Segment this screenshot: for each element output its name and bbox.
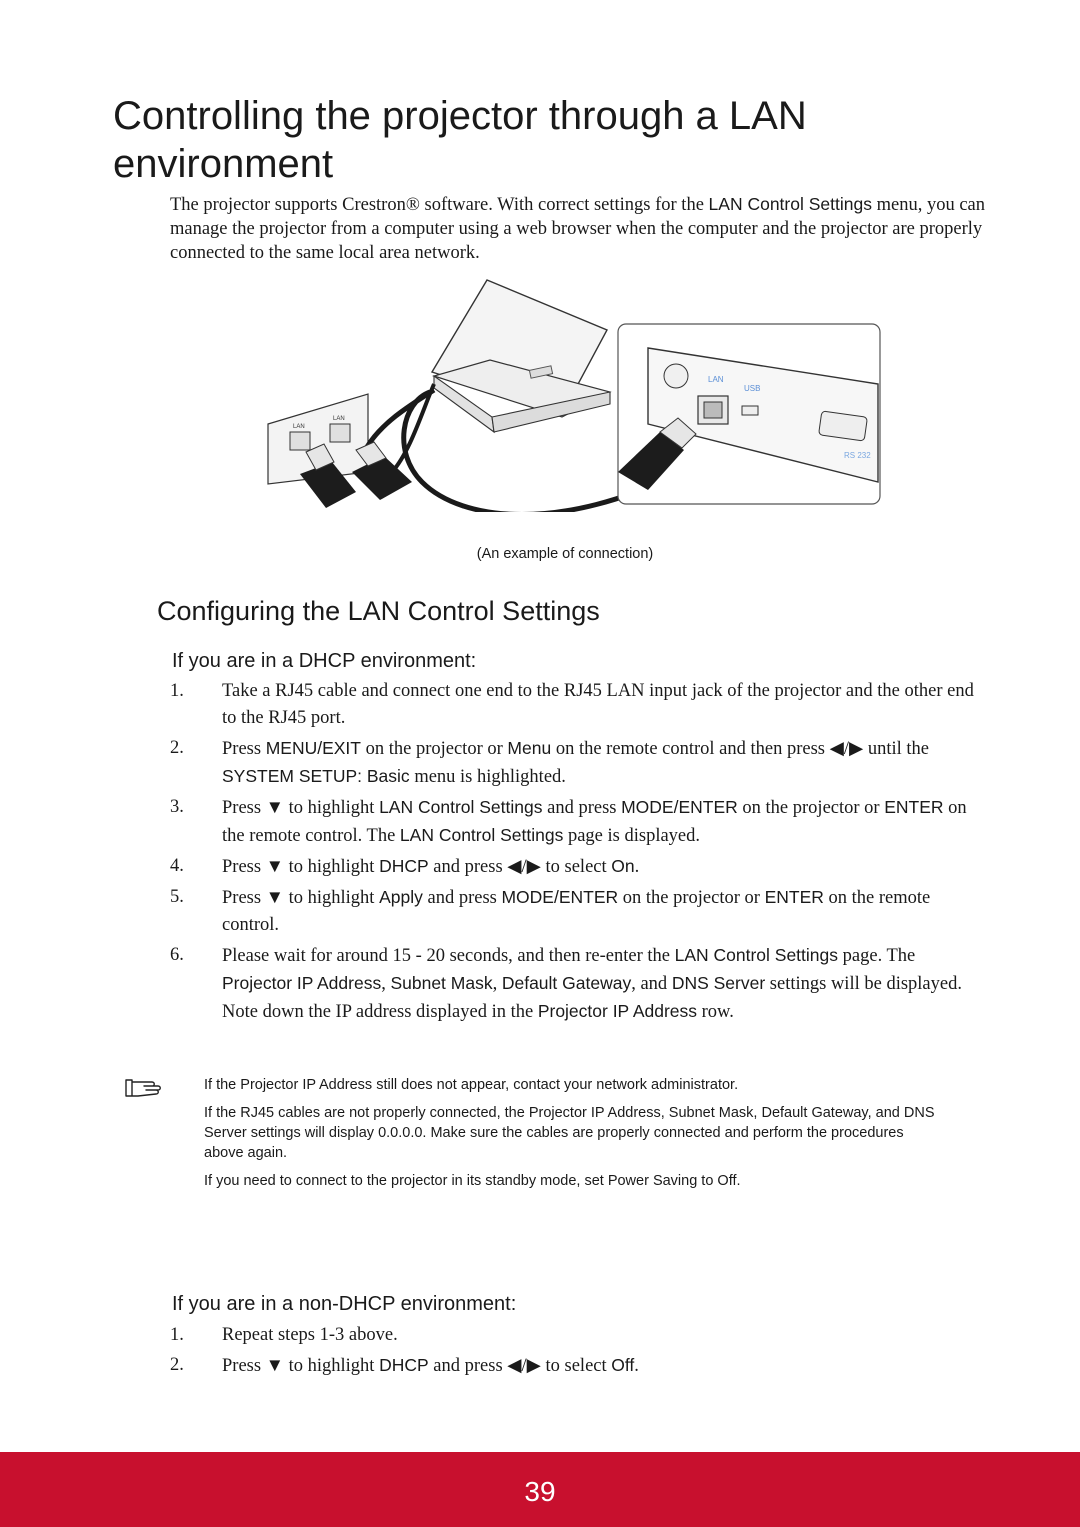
step-text: , [492, 974, 502, 994]
step-text: Take a RJ45 cable and connect one end to the RJ45 LAN input jack of the projector and the other end to the RJ45 port. [222, 681, 974, 728]
step-text: row. [697, 1002, 734, 1022]
step-text: on the remote control. [222, 888, 931, 935]
step-text: and press ◀/▶ to select [428, 1356, 612, 1376]
intro-text-b: menu, you can manage the projector from a computer using a web browser when the computer and the projector are properly connected to the same local area network. [170, 195, 985, 263]
step-item [170, 794, 980, 850]
step-text: on the remote control and then press ◀/▶ until the [551, 739, 930, 759]
page-title: Controlling the projector through a LAN environment [113, 94, 807, 186]
step-text: on the projector or [618, 888, 765, 908]
step-text: page. The [838, 946, 916, 966]
step-text: , [381, 974, 391, 994]
ui-term: MODE/ENTER [621, 797, 738, 817]
step-number: 6. [170, 945, 184, 965]
ui-term: LAN Control Settings [399, 825, 564, 845]
ui-term: On [611, 856, 635, 876]
step-text: Press ▼ to highlight [222, 888, 380, 908]
step-text: on the projector or [360, 739, 508, 759]
intro-ui-term: LAN Control Settings [708, 194, 872, 214]
ui-term: DHCP [379, 856, 429, 876]
note-hand-icon [124, 1074, 168, 1100]
ui-term: Default Gateway [501, 973, 632, 993]
step-text: Press ▼ to highlight [222, 857, 380, 877]
step-item [170, 1352, 980, 1380]
step-item [170, 735, 980, 791]
notes-list [204, 1075, 944, 1199]
step-number: 3. [170, 797, 184, 817]
step-text: . [634, 1356, 639, 1376]
ui-term: ENTER [764, 887, 824, 907]
usb-label: USB [744, 384, 761, 393]
step-text: . [634, 857, 640, 877]
step-text: settings will be displayed. Note down the IP address displayed in the [222, 974, 962, 1022]
ui-term: Projector IP Address [222, 973, 382, 993]
ui-term: Subnet Mask [390, 973, 493, 993]
wall-lan-label-1: LAN [293, 424, 305, 430]
non-dhcp-steps [170, 1322, 980, 1383]
step-number: 2. [170, 738, 184, 758]
intro-paragraph [170, 192, 990, 265]
ui-term: SYSTEM SETUP: Basic [222, 766, 410, 786]
step-item [170, 678, 980, 732]
non-dhcp-heading: If you are in a non-DHCP environment: [172, 1293, 517, 1315]
ui-term: Menu [507, 738, 552, 758]
ui-term: DNS Server [671, 973, 766, 993]
dhcp-steps [170, 678, 980, 1029]
step-text: and press [542, 798, 622, 818]
step-text: page is displayed. [563, 826, 701, 846]
step-item [170, 1322, 980, 1349]
step-item [170, 853, 980, 881]
ui-term: ENTER [884, 797, 944, 817]
section-heading: Configuring the LAN Control Settings [157, 596, 600, 626]
step-number: 1. [170, 1325, 184, 1345]
ui-term: Apply [379, 887, 423, 907]
step-item [170, 942, 980, 1026]
step-text: Press ▼ to highlight [222, 1356, 380, 1376]
step-text: and press [422, 888, 502, 908]
ui-term: LAN Control Settings [379, 797, 543, 817]
ui-term: MODE/ENTER [501, 887, 619, 907]
ui-term: Projector IP Address [537, 1001, 698, 1021]
step-number: 4. [170, 856, 184, 876]
ui-term: MENU/EXIT [265, 738, 361, 758]
step-text: Repeat steps 1-3 above. [222, 1325, 398, 1345]
step-text: on the projector or [737, 798, 885, 818]
step-item [170, 884, 980, 939]
step-text: on the remote control. The [222, 798, 967, 846]
figure-caption: (An example of connection) [476, 546, 654, 562]
page-number: 39 [524, 1476, 556, 1507]
lan-label: LAN [708, 375, 724, 384]
dhcp-heading: If you are in a DHCP environment: [172, 650, 477, 672]
laptop-illustration [432, 280, 610, 432]
rs232-label: RS 232 [844, 451, 871, 460]
step-text: Press [222, 739, 266, 759]
step-number: 5. [170, 887, 184, 907]
step-text: menu is highlighted. [409, 767, 566, 787]
step-text: , and [631, 974, 672, 994]
intro-text-a: The projector supports Crestron® software. With correct settings for the [170, 195, 709, 215]
note-item: If you need to connect to the projector in its standby mode, set Power Saving to Off. [204, 1173, 741, 1189]
connection-diagram [262, 272, 892, 512]
ui-term: LAN Control Settings [674, 945, 839, 965]
step-number: 1. [170, 681, 184, 701]
step-text: and press ◀/▶ to select [428, 857, 612, 877]
step-text: Please wait for around 15 - 20 seconds, and then re-enter the [222, 946, 675, 966]
step-text: Press ▼ to highlight [222, 798, 380, 818]
wall-lan-label-2: LAN [333, 416, 345, 422]
ui-term: DHCP [379, 1355, 429, 1375]
step-number: 2. [170, 1355, 184, 1375]
ui-term: Off [611, 1355, 635, 1375]
note-item: If the Projector IP Address still does not appear, contact your network administrator. [204, 1077, 739, 1093]
note-item: If the RJ45 cables are not properly connected, the Projector IP Address, Subnet Mask, Default Gateway, and DNS Server settings will display 0.0.0.0. Make sure the cables are properly connected and perform the procedures above again. [204, 1105, 935, 1161]
